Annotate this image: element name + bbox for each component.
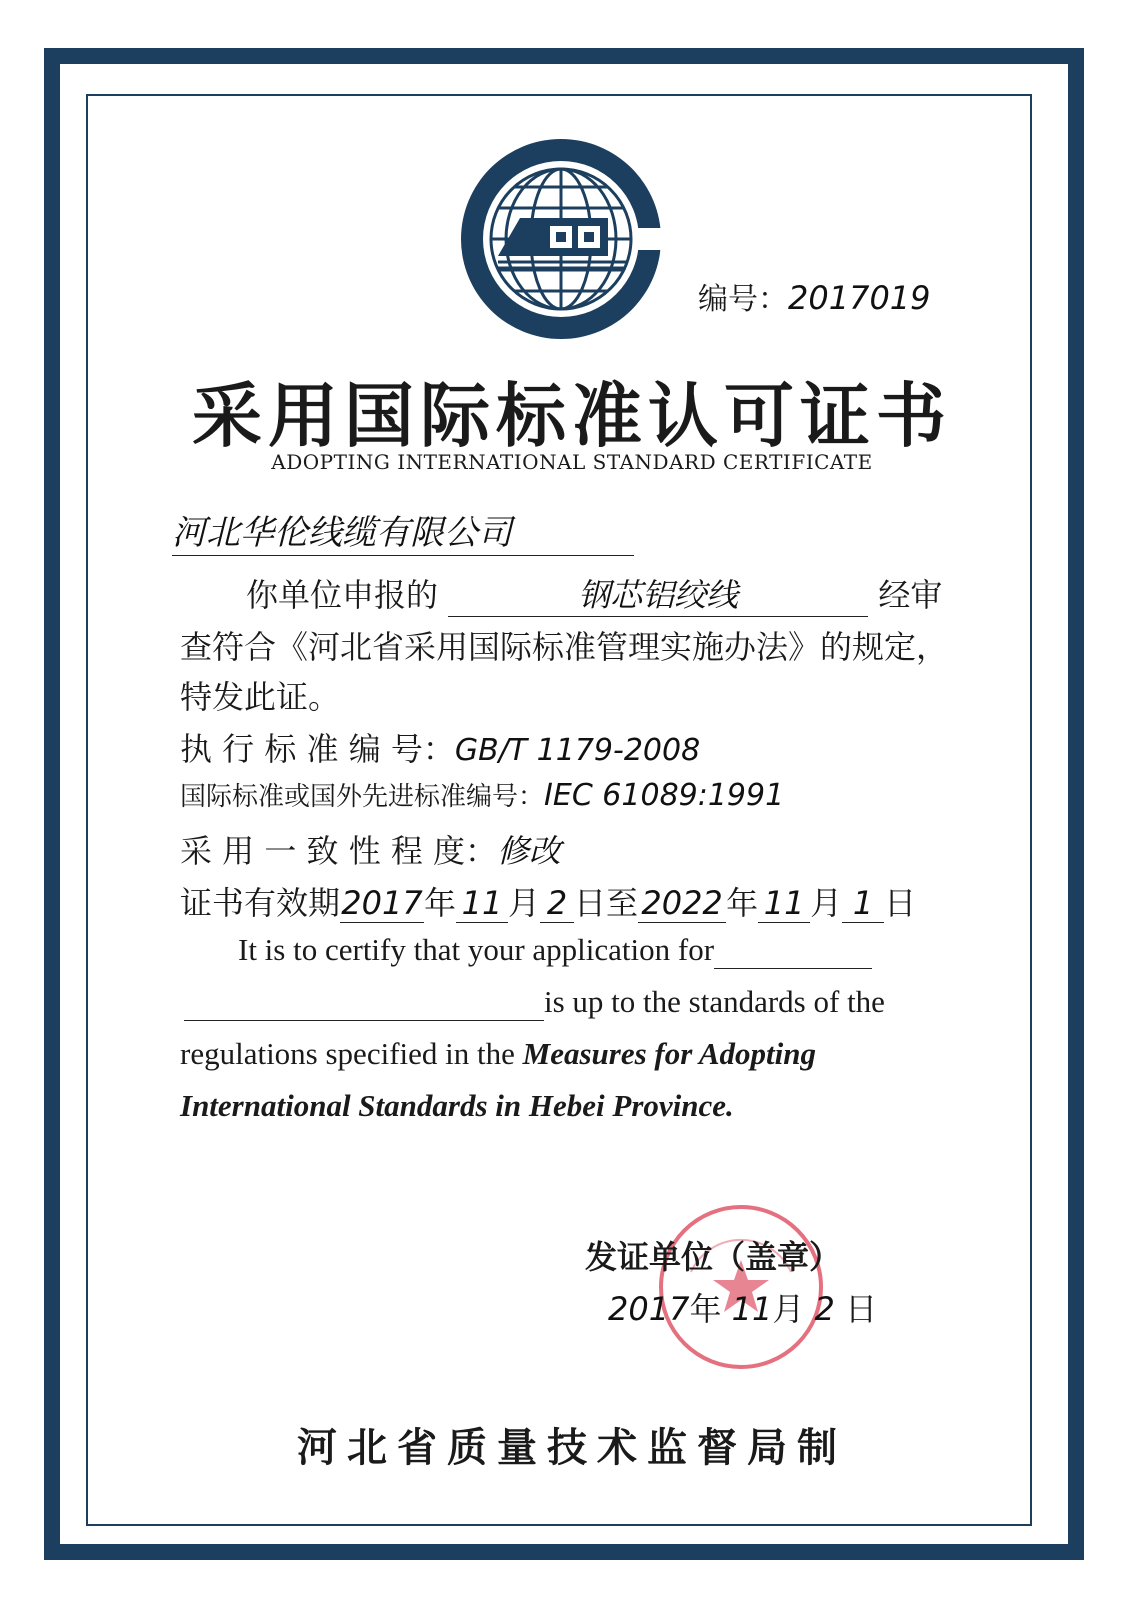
intl-standard-label: 国际标准或国外先进标准编号：: [180, 782, 545, 812]
validity-year-char: 年: [424, 884, 457, 922]
issue-line: 特发此证。: [180, 678, 341, 716]
serial-number: [698, 274, 931, 318]
issue-day-char: 日: [845, 1290, 878, 1328]
consistency-degree: [180, 826, 561, 872]
validity-month-char-2: 月: [810, 884, 843, 922]
validity-from-month: 11: [456, 884, 508, 923]
intl-standard-value: IEC 61089:1991: [544, 778, 785, 813]
validity-from-day: 2: [540, 884, 574, 923]
english-line-2-text: is up to the standards of the: [544, 984, 885, 1019]
serial-label: 编号：: [698, 282, 788, 317]
validity-day-to: 日至: [574, 884, 639, 922]
product-value: 钢芯铝绞线: [448, 570, 868, 617]
validity-month-char: 月: [508, 884, 541, 922]
english-line-3: [180, 1036, 816, 1072]
product-suffix: 经审: [878, 576, 943, 614]
english-line-4: International Standards in Hebei Province.: [180, 1088, 734, 1123]
issue-month: 11: [731, 1290, 773, 1328]
validity-to-day: 1: [842, 884, 884, 923]
english-line-3-a: regulations specified in the: [180, 1036, 523, 1071]
title-english: ADOPTING INTERNATIONAL STANDARD CERTIFICATE: [271, 450, 873, 474]
compliance-line: 查符合《河北省采用国际标准管理实施办法》的规定，: [180, 628, 949, 666]
product-line: [246, 570, 942, 617]
english-line-1-text: It is to certify that your application for: [238, 932, 715, 967]
english-line-3-b: Measures for Adopting: [522, 1036, 817, 1071]
issue-day: 2: [814, 1290, 835, 1328]
exec-standard: [180, 724, 700, 770]
consistency-value: 修改: [497, 832, 562, 870]
recipient-name: 河北华伦线缆有限公司: [172, 505, 634, 556]
issue-year: 2017: [608, 1290, 690, 1328]
validity-label: 证书有效期: [180, 884, 341, 922]
issuer-label: 发证单位（盖章）: [585, 1238, 842, 1276]
exec-standard-label: 执 行 标 准 编 号：: [180, 730, 455, 768]
validity-to-month: 11: [758, 884, 810, 923]
exec-standard-value: GB/T 1179-2008: [454, 733, 701, 768]
validity-from-year: 2017: [341, 884, 423, 922]
globe-logo-icon: [458, 136, 664, 342]
consistency-label: 采 用 一 致 性 程 度：: [180, 832, 498, 870]
validity-day-char: 日: [884, 884, 917, 922]
serial-value: 2017019: [788, 279, 931, 317]
english-line-1: [238, 932, 872, 969]
intl-standard: [180, 776, 784, 813]
english-line-2: [184, 984, 885, 1021]
product-prefix: 你单位申报的: [246, 576, 439, 614]
issuing-authority-footer: 河北省质量技术监督局制: [297, 1425, 847, 1471]
issue-year-char: 年: [689, 1290, 722, 1328]
validity-line: [180, 878, 916, 924]
issue-month-char: 月: [772, 1290, 805, 1328]
title-chinese: 采用国际标准认可证书: [192, 374, 952, 457]
validity-year-char-2: 年: [726, 884, 759, 922]
validity-to-year: 2022: [638, 884, 726, 923]
issue-date: [608, 1284, 877, 1330]
